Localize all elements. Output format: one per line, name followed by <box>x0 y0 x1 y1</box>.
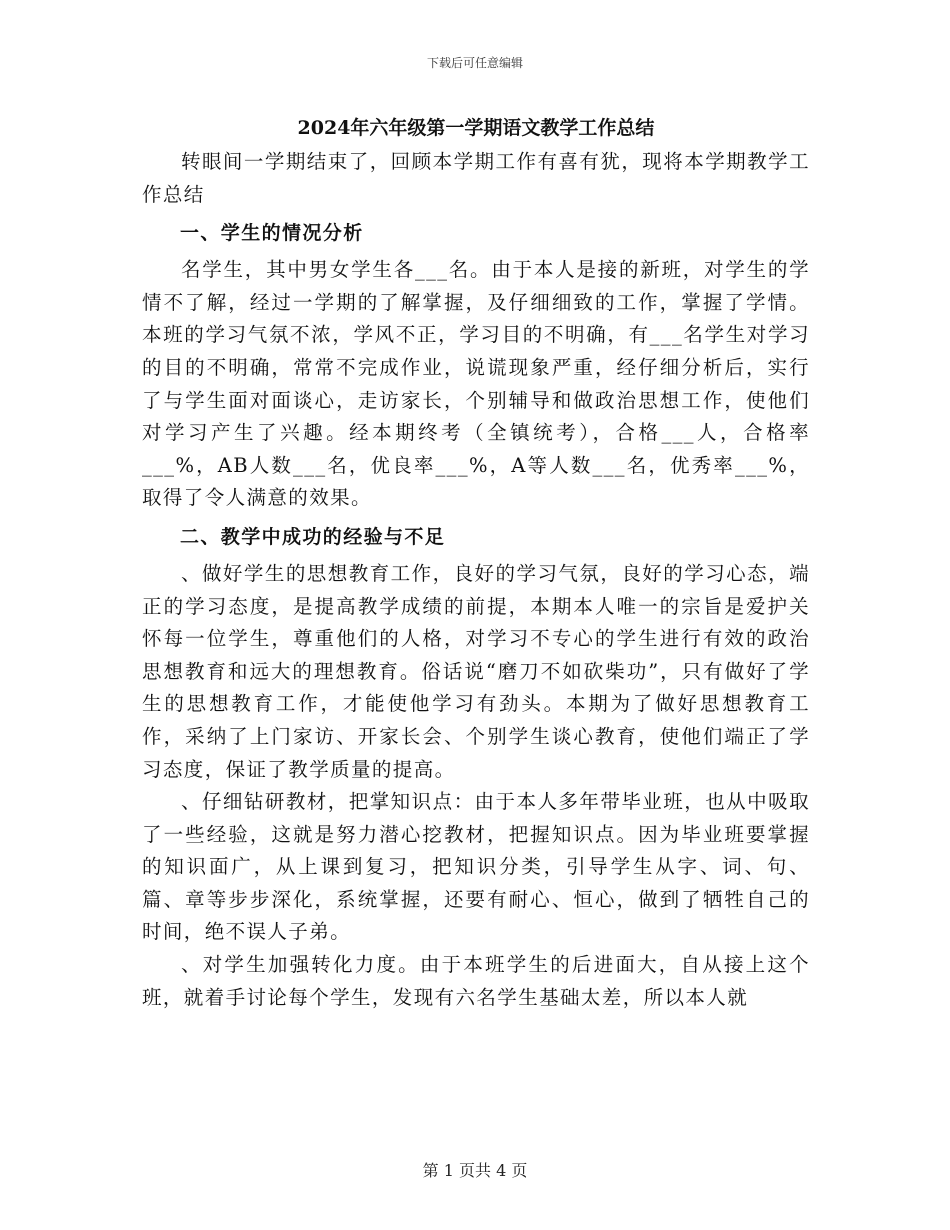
page-header-note: 下载后可任意编辑 <box>426 56 523 70</box>
document-body <box>142 113 810 1014</box>
section-2-paragraph-2: 、仔细钻研教材，把掌知识点：由于本人多年带毕业班，也从中吸取了一些经验，这就是努力潜心挖教材，把握知识点。因为毕业班要掌握的知识面广，从上课到复习，把知识分类，引导学生从字、词、句、篇、章等步步深化，系统掌握，还要有耐心、恒心，做到了牺牲自己的时间，绝不误人子弟。 <box>142 790 810 944</box>
section-1-paragraph: 名学生，其中男女学生各___名。由于本人是接的新班，对学生的学情不了解，经过一学期的了解掌握，及仔细细致的工作，掌握了学情。本班的学习气氛不浓，学风不正，学习目的不明确，有___名学生对学习的目的不明确，常常不完成作业，说谎现象严重，经仔细分析后，实行了与学生面对面谈心，走访家长，个别辅导和做政治思想工作，使他们对学习产生了兴趣。经本期终考（全镇统考），合格___人，合格率___%，AB人数___名，优良率___%，A等人数___名，优秀率___%，取得了令人满意的效果。 <box>142 258 810 510</box>
section-2-paragraph-3: 、对学生加强转化力度。由于本班学生的后进面大，自从接上这个班，就着手讨论每个学生，发现有六名学生基础太差，所以本人就 <box>142 953 810 1009</box>
section-1-heading: 一、学生的情况分析 <box>180 222 364 245</box>
section-2-paragraph-1: 、做好学生的思想教育工作，良好的学习气氛，良好的学习心态，端正的学习态度，是提高教学成绩的前提，本期本人唯一的宗旨是爱护关怀每一位学生，尊重他们的人格，对学习不专心的学生进行有效的政治思想教育和远大的理想教育。俗话说“磨刀不如砍柴功”，只有做好了学生的思想教育工作，才能使他学习有劲头。本期为了做好思想教育工作，采纳了上门家访、开家长会、个别学生谈心教育，使他们端正了学习态度，保证了教学质量的提高。 <box>142 561 810 781</box>
page-footer-number: 第 1 页共 4 页 <box>422 1161 528 1180</box>
intro-paragraph: 转眼间一学期结束了，回顾本学期工作有喜有犹，现将本学期教学工作总结 <box>142 150 810 206</box>
section-2-heading: 二、教学中成功的经验与不足 <box>180 525 446 548</box>
document-title: 2024年六年级第一学期语文教学工作总结 <box>297 117 655 139</box>
